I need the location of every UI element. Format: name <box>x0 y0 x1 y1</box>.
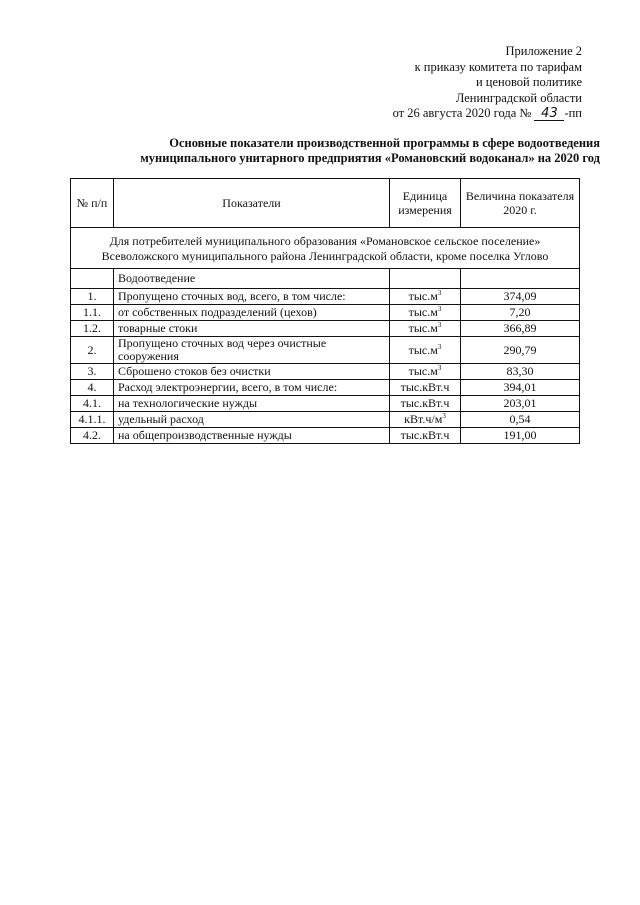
unit-text: тыс.м <box>408 321 438 335</box>
section-unit <box>390 269 461 289</box>
unit-exponent: 3 <box>437 321 442 329</box>
section-row <box>71 269 580 289</box>
row-unit <box>390 396 461 412</box>
header-unit: Единица измерения <box>390 179 461 228</box>
annex-order-ref-cont: и ценовой политике <box>475 75 582 89</box>
consumer-description <box>71 228 580 269</box>
table-row <box>71 305 580 321</box>
row-value: 7,20 <box>461 305 580 321</box>
row-indicator: от собственных подразделений (цехов) <box>114 305 390 321</box>
row-number: 1.2. <box>71 321 114 337</box>
row-unit <box>390 337 461 364</box>
unit-text: кВт.ч/м <box>404 412 443 426</box>
row-indicator: на общепроизводственные нужды <box>114 428 390 444</box>
row-value: 191,00 <box>461 428 580 444</box>
table-row <box>71 428 580 444</box>
row-indicator: товарные стоки <box>114 321 390 337</box>
annex-date: от 26 августа 2020 года № <box>392 106 532 120</box>
title-line-1: Основные показатели производственной программы в сфере водоотведения <box>169 136 600 150</box>
annex-region: Ленинградской области <box>455 90 582 105</box>
unit-text: тыс.м <box>408 305 438 319</box>
unit-exponent: 3 <box>442 412 446 420</box>
order-suffix: -пп <box>564 106 582 120</box>
table-body <box>71 289 580 444</box>
row-value: 374,09 <box>461 289 580 305</box>
row-indicator: Расход электроэнергии, всего, в том числе: <box>114 380 390 396</box>
unit-exponent: 3 <box>437 342 442 351</box>
row-number: 4.1.1. <box>71 412 114 428</box>
row-unit <box>390 428 461 444</box>
unit-text: тыс.м <box>408 342 438 357</box>
row-indicator: удельный расход <box>114 412 390 428</box>
row-number: 1.1. <box>71 305 114 321</box>
row-number: 3. <box>71 364 114 380</box>
row-number: 1. <box>71 289 114 305</box>
annex-order-ref: к приказу комитета по тарифам <box>414 59 582 74</box>
row-unit <box>390 321 461 337</box>
row-number: 2. <box>71 337 114 364</box>
section-num <box>71 269 114 289</box>
unit-text: тыс.кВт.ч <box>400 428 450 442</box>
subheader-row <box>71 228 580 269</box>
table-row <box>71 321 580 337</box>
table-row <box>71 364 580 380</box>
consumer-line-2: Всеволожского муниципального района Ленинградской области, кроме поселка Углово <box>101 249 549 263</box>
section-label: Водоотведение <box>114 269 390 289</box>
row-unit <box>390 364 461 380</box>
row-value: 83,30 <box>461 364 580 380</box>
header-value: Величина показателя 2020 г. <box>461 179 580 228</box>
unit-exponent: 3 <box>437 289 442 297</box>
row-unit <box>390 289 461 305</box>
annex-title: Приложение 2 <box>505 44 582 58</box>
row-indicator: Пропущено сточных вод, всего, в том числе: <box>114 289 390 305</box>
row-value: 290,79 <box>461 337 580 364</box>
row-number: 4.1. <box>71 396 114 412</box>
row-value: 0,54 <box>461 412 580 428</box>
table-header-row <box>71 179 580 228</box>
annex-header <box>393 44 582 122</box>
row-unit <box>390 305 461 321</box>
table-row <box>71 396 580 412</box>
table-row <box>71 412 580 428</box>
table-row <box>71 380 580 396</box>
row-indicator: на технологические нужды <box>114 396 390 412</box>
row-value: 366,89 <box>461 321 580 337</box>
header-name: Показатели <box>114 179 390 228</box>
row-unit <box>390 380 461 396</box>
unit-text: тыс.м <box>408 364 438 378</box>
unit-text: тыс.кВт.ч <box>400 380 450 394</box>
annex-date-line <box>393 106 582 122</box>
section-value <box>461 269 580 289</box>
unit-text: тыс.м <box>408 289 438 303</box>
order-number: 43 <box>534 108 564 121</box>
title-line-2: муниципального унитарного предприятия «Романовский водоканал» на 2020 год <box>140 151 600 165</box>
document-title <box>90 136 600 166</box>
unit-exponent: 3 <box>437 364 442 372</box>
row-unit <box>390 412 461 428</box>
table-row <box>71 289 580 305</box>
header-num: № п/п <box>71 179 114 228</box>
table-row <box>71 337 580 364</box>
row-number: 4.2. <box>71 428 114 444</box>
row-value: 203,01 <box>461 396 580 412</box>
row-number: 4. <box>71 380 114 396</box>
row-indicator: Пропущено сточных вод через очистные сооружения <box>114 337 390 364</box>
row-value: 394,01 <box>461 380 580 396</box>
unit-exponent: 3 <box>437 305 442 313</box>
row-indicator: Сброшено стоков без очистки <box>114 364 390 380</box>
indicators-table <box>70 178 580 444</box>
consumer-line-1: Для потребителей муниципального образования «Романовское сельское поселение» <box>109 234 541 248</box>
unit-text: тыс.кВт.ч <box>400 396 450 410</box>
